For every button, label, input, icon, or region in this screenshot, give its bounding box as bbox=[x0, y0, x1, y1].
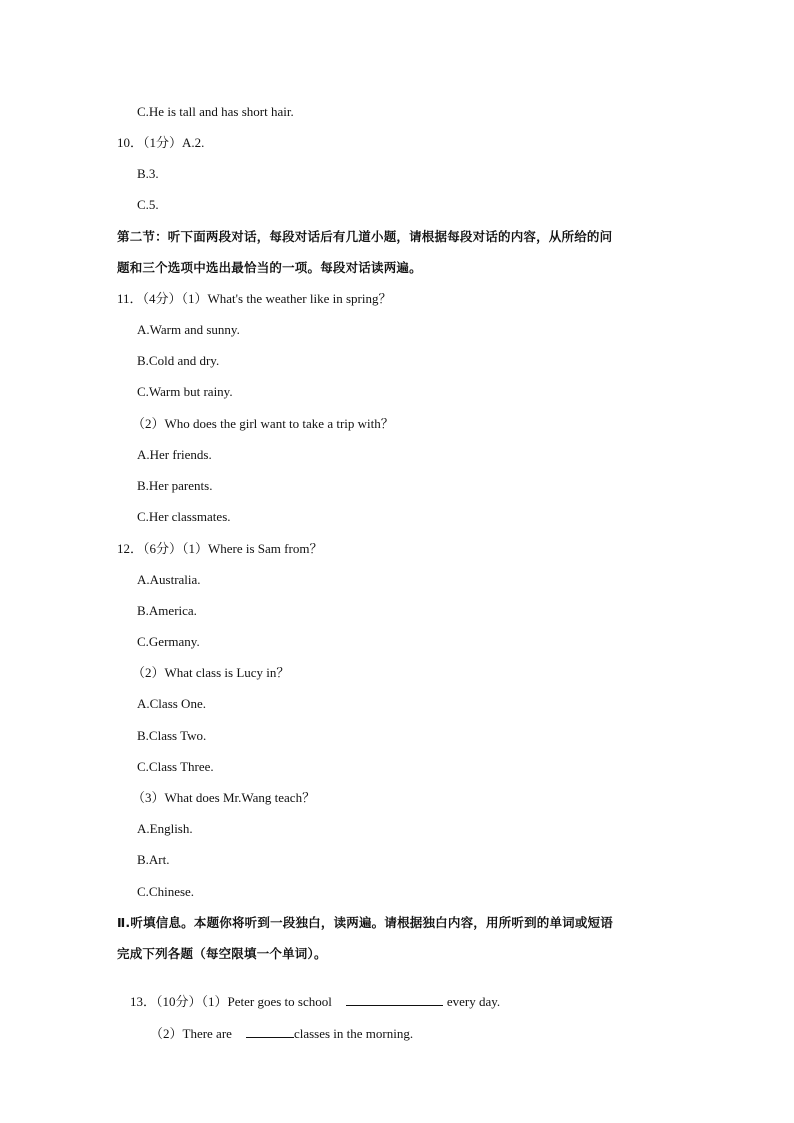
option-12-2b: B.Class Two. bbox=[137, 728, 207, 743]
option-12-3a: A.English. bbox=[137, 821, 193, 836]
option-12-2c: C.Class Three. bbox=[137, 759, 214, 774]
option-12-3b: B.Art. bbox=[137, 852, 170, 867]
question-11-1: 11．（4分）（1）What's the weather like in spring？ bbox=[117, 291, 392, 306]
option-12-3c: C.Chinese. bbox=[137, 884, 195, 899]
option-10c: C.5. bbox=[137, 197, 159, 212]
answer-blank-13-1[interactable] bbox=[346, 993, 443, 1006]
answer-blank-13-2[interactable] bbox=[246, 1025, 294, 1038]
question-13-1-text: 13．（10分）（1）Peter goes to school bbox=[130, 994, 332, 1009]
option-11-2a: A.Her friends. bbox=[137, 447, 212, 462]
question-11-2: （2）Who does the girl want to take a trip with？ bbox=[132, 416, 394, 431]
option-12-1c: C.Germany. bbox=[137, 634, 200, 649]
question-12-2: （2）What class is Lucy in？ bbox=[132, 665, 290, 680]
option-11-2c: C.Her classmates. bbox=[137, 509, 231, 524]
question-13-2-text: （2）There are bbox=[150, 1026, 232, 1041]
question-12-1: 12．（6分）（1）Where is Sam from？ bbox=[117, 541, 323, 556]
question-13-2 bbox=[137, 1009, 413, 1058]
option-11-2b: B.Her parents. bbox=[137, 478, 213, 493]
option-11-1c: C.Warm but rainy. bbox=[137, 384, 233, 399]
option-12-2a: A.Class One. bbox=[137, 696, 206, 711]
option-12-1a: A.Australia. bbox=[137, 572, 201, 587]
option-10b: B.3. bbox=[137, 166, 159, 181]
part-2-heading-line-1: Ⅱ.听填信息。本题你将听到一段独白，读两遍。请根据独白内容，用所听到的单词或短语 bbox=[117, 915, 613, 930]
question-10: 10．（1分）A.2. bbox=[117, 135, 205, 150]
question-12-3: （3）What does Mr.Wang teach？ bbox=[132, 790, 316, 805]
part-2-heading-line-2: 完成下列各题（每空限填一个单词）。 bbox=[117, 946, 327, 961]
question-13-1-tail: every day. bbox=[446, 994, 501, 1009]
section-heading-line-1: 第二节：听下面两段对话，每段对话后有几道小题，请根据每段对话的内容，从所给的问 bbox=[117, 229, 613, 244]
option-9c: C.He is tall and has short hair. bbox=[137, 104, 294, 119]
option-11-1a: A.Warm and sunny. bbox=[137, 322, 240, 337]
option-12-1b: B.America. bbox=[137, 603, 197, 618]
option-11-1b: B.Cold and dry. bbox=[137, 353, 220, 368]
question-13-2-tail: classes in the morning. bbox=[293, 1026, 414, 1041]
section-heading-line-2: 题和三个选项中选出最恰当的一项。每段对话读两遍。 bbox=[117, 260, 422, 275]
